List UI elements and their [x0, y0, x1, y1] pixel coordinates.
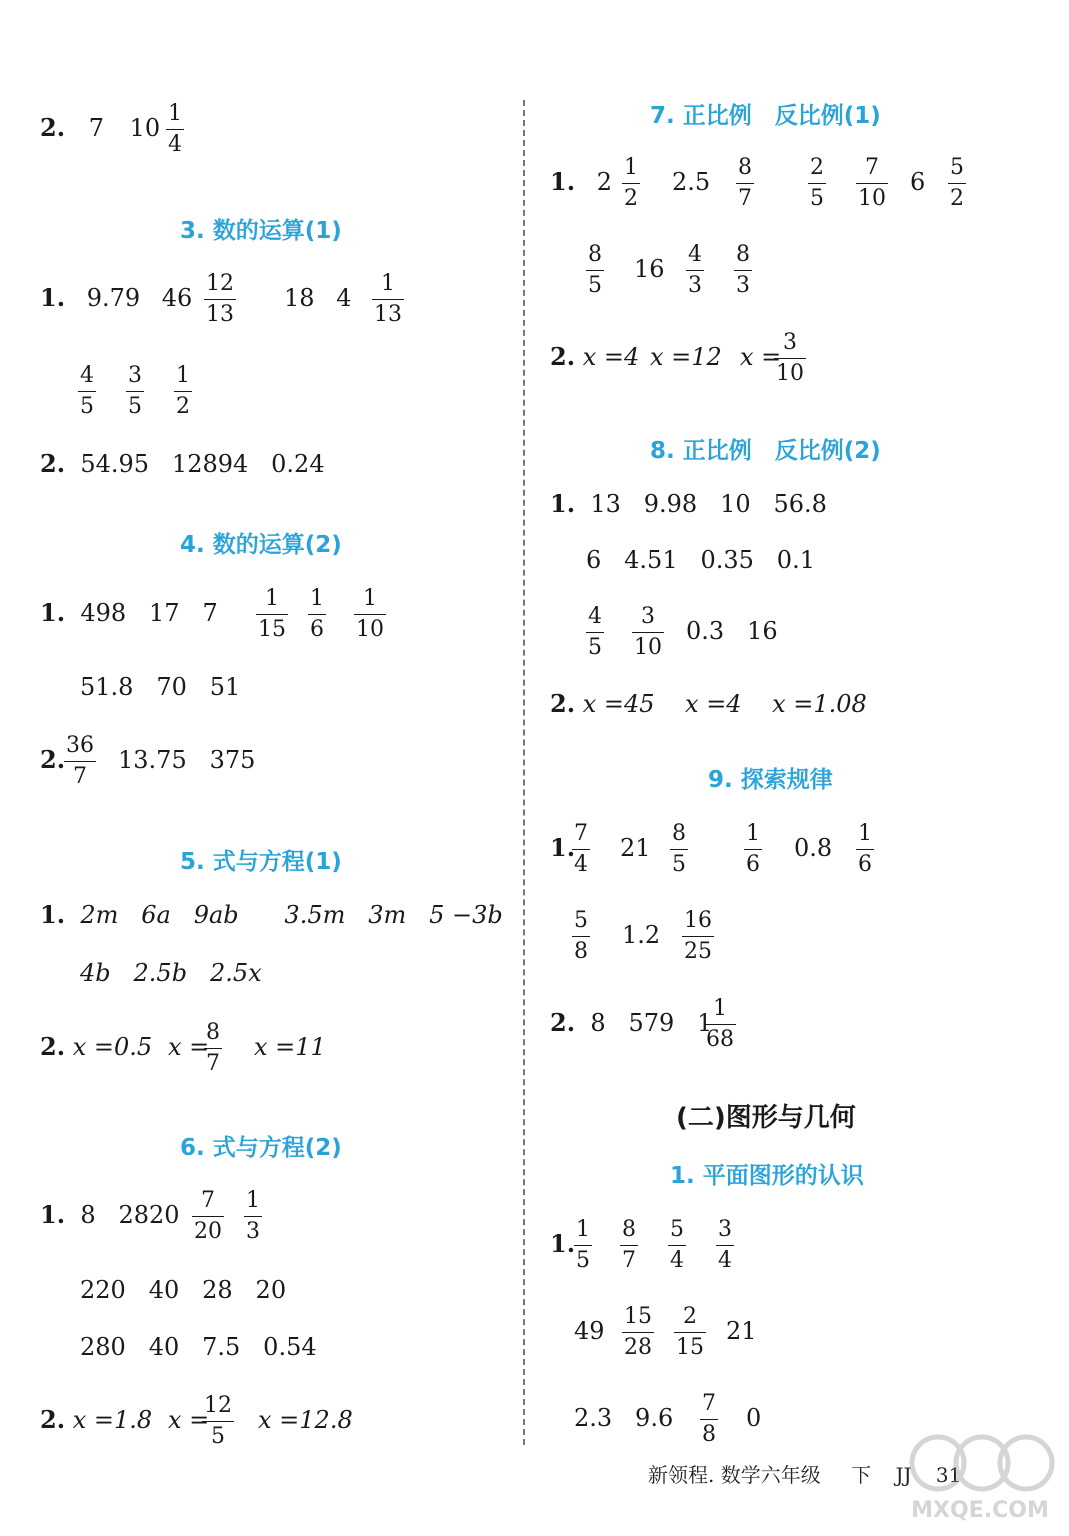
fraction: 12 5 — [204, 1393, 232, 1449]
watermark-logo — [900, 1425, 1060, 1525]
answer-line — [550, 689, 867, 719]
answer-value: x =12 — [650, 343, 722, 371]
fraction: 5 4 — [670, 1217, 684, 1273]
answer-line — [550, 167, 612, 197]
item-number: 1. — [40, 900, 66, 929]
answer-value: x =0.5 — [72, 1033, 153, 1061]
answer-line — [80, 958, 262, 988]
answer-value: 18 — [284, 284, 315, 312]
item-number: 1. — [40, 598, 66, 627]
fraction: 1 2 — [176, 363, 190, 419]
item-number: 1. — [550, 167, 576, 196]
item-number: 2. — [550, 342, 576, 371]
item-number: 2. — [40, 113, 66, 142]
answer-line — [550, 342, 639, 372]
answer-value: x = — [740, 343, 782, 371]
answer-value: 0 — [746, 1404, 762, 1432]
answer-value: 21 — [620, 834, 651, 862]
answer-line — [40, 1032, 152, 1062]
answer-value: 51.8 70 51 — [80, 673, 241, 701]
fraction: 7 10 — [858, 155, 886, 211]
answer-line — [254, 1032, 326, 1062]
fraction: 4 5 — [588, 604, 602, 660]
fraction: 7 4 — [574, 821, 588, 877]
answer-line — [40, 1200, 180, 1230]
section-heading: 4. 数的运算(2) — [180, 532, 342, 558]
answer-value: 4b 2.5b 2.5x — [80, 959, 262, 987]
item-number: 1. — [550, 833, 576, 862]
answer-line — [40, 900, 503, 930]
fraction: 8 3 — [736, 242, 750, 298]
fraction: 3 10 — [634, 604, 662, 660]
answer-line — [910, 167, 925, 197]
answer-value: 2.5 — [672, 168, 711, 196]
fraction: 15 28 — [624, 1304, 652, 1360]
answer-value: x = — [168, 1033, 210, 1061]
fraction: 36 7 — [66, 733, 94, 789]
item-number: 1. — [40, 1200, 66, 1229]
answer-line — [672, 167, 710, 197]
answer-value: 0.8 — [794, 834, 833, 862]
fraction: 1 13 — [374, 271, 402, 327]
fraction: 1 3 — [246, 1188, 260, 1244]
fraction: 1 2 — [624, 155, 638, 211]
answer-value: 9.79 — [86, 284, 141, 312]
answer-value: 10 — [129, 114, 161, 142]
item-number: 2. — [40, 1405, 66, 1434]
section-heading: 9. 探索规律 — [708, 767, 833, 793]
fraction: 8 7 — [622, 1217, 636, 1273]
item-number: 2. — [40, 745, 66, 774]
answer-value: x =12.8 — [258, 1406, 353, 1434]
answer-value: 1.2 — [622, 921, 661, 949]
fraction: 16 25 — [684, 908, 712, 964]
section-heading: 1. 平面图形的认识 — [670, 1163, 864, 1189]
footer-edition-code: JJ — [895, 1463, 912, 1487]
answer-line — [586, 545, 815, 575]
section-title: (二)图形与几何 — [676, 1103, 856, 1133]
fraction: 5 2 — [950, 155, 964, 211]
answer-value: 6 — [910, 168, 926, 196]
answer-line — [550, 489, 827, 519]
answer-line — [620, 833, 651, 863]
answer-value: 8 2820 — [80, 1201, 180, 1229]
fraction: 8 7 — [206, 1020, 220, 1076]
answer-value: 13.75 375 — [118, 746, 256, 774]
answer-line — [550, 1229, 575, 1259]
answer-value: 4 — [336, 284, 352, 312]
answer-line — [794, 833, 832, 863]
answer-line — [258, 1405, 353, 1435]
item-number: 2. — [550, 1008, 576, 1037]
answer-line — [574, 1403, 673, 1433]
answer-line — [622, 920, 660, 950]
answer-line — [40, 283, 192, 313]
watermark-text: MXQE.COM — [911, 1498, 1049, 1523]
answer-line — [550, 1008, 712, 1038]
answer-value: 6 4.51 0.35 0.1 — [586, 546, 815, 574]
item-number: 1. — [40, 283, 66, 312]
answer-value: 46 — [161, 284, 193, 312]
footer-volume: 下 — [851, 1463, 872, 1487]
item-number: 1. — [550, 1229, 576, 1258]
answer-line — [40, 449, 325, 479]
item-number: 1. — [550, 489, 576, 518]
answer-line — [40, 113, 160, 143]
answer-line — [650, 342, 722, 372]
answer-line — [80, 672, 240, 702]
fraction: 3 5 — [128, 363, 142, 419]
watermark-icon — [900, 1425, 1060, 1525]
fraction: 1 6 — [746, 821, 760, 877]
answer-value: 498 17 7 — [80, 599, 218, 627]
fraction: 4 5 — [80, 363, 94, 419]
page-number: 31 — [935, 1463, 962, 1487]
fraction: 7 20 — [194, 1188, 222, 1244]
answer-value: 220 40 28 20 — [80, 1276, 287, 1304]
footer-book-title: 新领程. 数学六年级 — [648, 1463, 821, 1487]
answer-line — [40, 745, 65, 775]
answer-value: 49 — [574, 1317, 605, 1345]
fraction: 1 6 — [310, 586, 324, 642]
answer-line — [726, 1316, 757, 1346]
answer-value: x =11 — [254, 1033, 326, 1061]
fraction: 5 8 — [574, 908, 588, 964]
answer-value: 16 — [634, 255, 665, 283]
fraction: 8 5 — [672, 821, 686, 877]
fraction: 4 3 — [688, 242, 702, 298]
section-heading: 8. 正比例 反比例(2) — [650, 438, 881, 464]
answer-line — [118, 745, 255, 775]
answer-line — [40, 1405, 152, 1435]
answer-line — [80, 1332, 317, 1362]
answer-value: 280 40 7.5 0.54 — [80, 1333, 317, 1361]
item-number: 2. — [550, 689, 576, 718]
fraction: 1 4 — [168, 101, 182, 157]
fraction: 1 68 — [706, 996, 734, 1052]
fraction: 3 4 — [718, 1217, 732, 1273]
item-number: 2. — [40, 449, 66, 478]
column-divider — [523, 100, 525, 1445]
answer-value: 0.3 16 — [686, 617, 778, 645]
section-heading: 5. 式与方程(1) — [180, 849, 342, 875]
fraction: 12 13 — [206, 271, 234, 327]
answer-line — [686, 616, 778, 646]
answer-value: 21 — [726, 1317, 757, 1345]
answer-value: x =1.8 — [72, 1406, 153, 1434]
fraction: 1 6 — [858, 821, 872, 877]
answer-line — [634, 254, 665, 284]
answer-line — [80, 1275, 286, 1305]
fraction: 2 15 — [676, 1304, 704, 1360]
answer-value: 2m 6a 9ab 3.5m 3m 5 −3b — [80, 901, 503, 929]
answer-value: x =45 x =4 x =1.08 — [582, 690, 867, 718]
fraction: 3 10 — [776, 330, 804, 386]
answer-value: 2.3 9.6 — [574, 1404, 674, 1432]
answer-value: 8 579 1 — [590, 1009, 713, 1037]
section-heading: 6. 式与方程(2) — [180, 1135, 342, 1161]
fraction: 7 8 — [702, 1391, 716, 1447]
answer-value: x = — [168, 1406, 210, 1434]
fraction: 8 5 — [588, 242, 602, 298]
answer-value: x =4 — [582, 343, 640, 371]
fraction: 1 5 — [576, 1217, 590, 1273]
answer-line — [574, 1316, 605, 1346]
answer-value: 13 9.98 10 56.8 — [590, 490, 827, 518]
section-heading: 3. 数的运算(1) — [180, 218, 342, 244]
answer-value: 54.95 12894 0.24 — [80, 450, 325, 478]
section-heading: 7. 正比例 反比例(1) — [650, 103, 881, 129]
answer-value: 7 — [88, 114, 104, 142]
fraction: 1 10 — [356, 586, 384, 642]
fraction: 1 15 — [258, 586, 286, 642]
answer-value: 2 — [596, 168, 612, 196]
fraction: 8 7 — [738, 155, 752, 211]
answer-line — [746, 1403, 761, 1433]
answer-line — [284, 283, 351, 313]
fraction: 2 5 — [810, 155, 824, 211]
answer-line — [40, 598, 218, 628]
item-number: 2. — [40, 1032, 66, 1061]
